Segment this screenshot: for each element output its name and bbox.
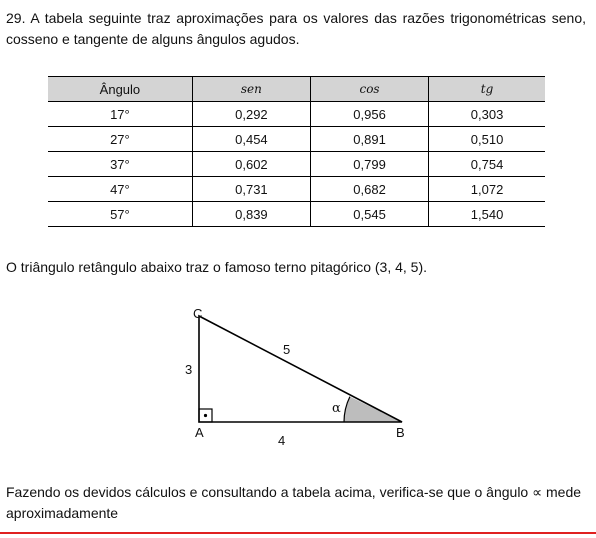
triangle-shape <box>199 316 402 422</box>
cell-angle: 47° <box>48 177 192 202</box>
cell-tg: 0,754 <box>429 152 545 177</box>
cell-tg: 1,540 <box>429 202 545 227</box>
cell-angle: 57° <box>48 202 192 227</box>
cell-sen: 0,602 <box>192 152 310 177</box>
cell-tg: 0,510 <box>429 127 545 152</box>
vertex-label-a: A <box>195 425 204 440</box>
cell-sen: 0,839 <box>192 202 310 227</box>
vertex-label-b: B <box>396 425 405 440</box>
bottom-rule <box>0 532 596 534</box>
cell-sen: 0,731 <box>192 177 310 202</box>
cell-angle: 27° <box>48 127 192 152</box>
right-angle-dot <box>204 414 207 417</box>
cell-angle: 37° <box>48 152 192 177</box>
question-intro: 29. A tabela seguinte traz aproximações para os valores das razões trigonométricas seno, cosseno e tangente de alguns ângulos agudos. <box>6 10 586 47</box>
cell-cos: 0,799 <box>310 152 428 177</box>
side-label-bc: 5 <box>283 342 291 357</box>
header-angle: Ângulo <box>48 77 192 102</box>
cell-sen: 0,292 <box>192 102 310 127</box>
cell-cos: 0,682 <box>310 177 428 202</box>
cell-tg: 1,072 <box>429 177 545 202</box>
side-label-ab: 4 <box>278 433 286 448</box>
cell-cos: 0,891 <box>310 127 428 152</box>
header-sen: sen <box>192 77 310 102</box>
cell-cos: 0,545 <box>310 202 428 227</box>
vertex-label-c: C <box>193 306 203 321</box>
header-cos: cos <box>310 77 428 102</box>
cell-angle: 17° <box>48 102 192 127</box>
cell-cos: 0,956 <box>310 102 428 127</box>
side-label-ac: 3 <box>185 362 193 377</box>
triangle-intro: O triângulo retângulo abaixo traz o famoso terno pitagórico (3, 4, 5). <box>6 259 428 275</box>
header-tg: tg <box>429 77 545 102</box>
cell-tg: 0,303 <box>429 102 545 127</box>
angle-label-alpha: α <box>332 401 341 416</box>
cell-sen: 0,454 <box>192 127 310 152</box>
question-final: Fazendo os devidos cálculos e consultando a tabela acima, verifica-se que o ângulo ∝ mede aproximadamente <box>6 484 582 521</box>
